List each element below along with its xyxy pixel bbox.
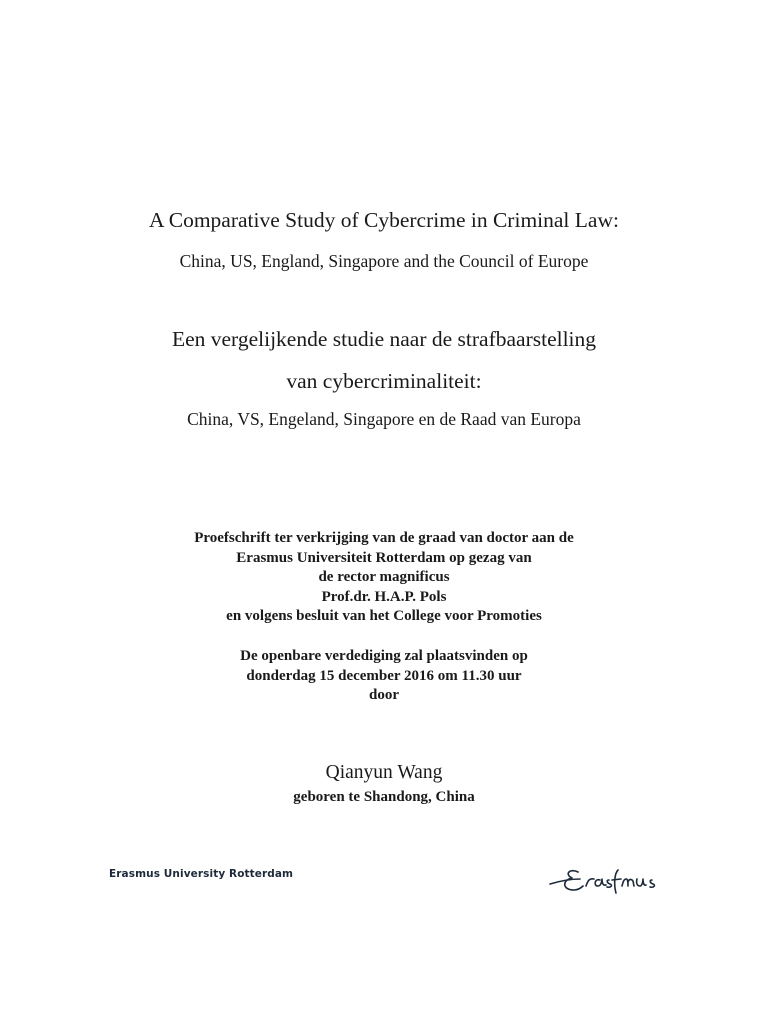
- proefschrift-line: Proefschrift ter verkrijging van de graad van doctor aan de: [194, 530, 574, 546]
- proefschrift-line: en volgens besluit van het College voor Promoties: [226, 608, 542, 624]
- dutch-subtitle: China, VS, Engeland, Singapore en de Raad van Europa: [187, 409, 581, 429]
- english-title: A Comparative Study of Cybercrime in Criminal Law:: [149, 208, 619, 232]
- proefschrift-line: Erasmus Universiteit Rotterdam op gezag van: [236, 549, 532, 566]
- erasmus-signature-logo: [548, 860, 660, 896]
- defense-line: De openbare verdediging zal plaatsvinden op: [240, 648, 528, 664]
- defense-line: door: [369, 687, 399, 703]
- defense-block: [0, 647, 768, 706]
- author-name: Qianyun Wang: [325, 762, 443, 783]
- english-subtitle: China, US, England, Singapore and the Council of Europe: [179, 251, 589, 271]
- erasmus-signature-icon: [548, 860, 660, 896]
- proefschrift-line: Prof.dr. H.A.P. Pols: [321, 588, 447, 605]
- university-name: Erasmus University Rotterdam: [109, 868, 294, 880]
- dutch-title-line-2: van cybercriminaliteit:: [286, 369, 482, 393]
- defense-line: donderdag 15 december 2016 om 11.30 uur: [246, 667, 522, 684]
- dutch-title-line-1: Een vergelijkende studie naar de strafbaarstelling: [171, 327, 597, 351]
- author-birth: geboren te Shandong, China: [293, 789, 475, 805]
- proefschrift-block: [0, 529, 768, 627]
- proefschrift-line: de rector magnificus: [318, 569, 450, 585]
